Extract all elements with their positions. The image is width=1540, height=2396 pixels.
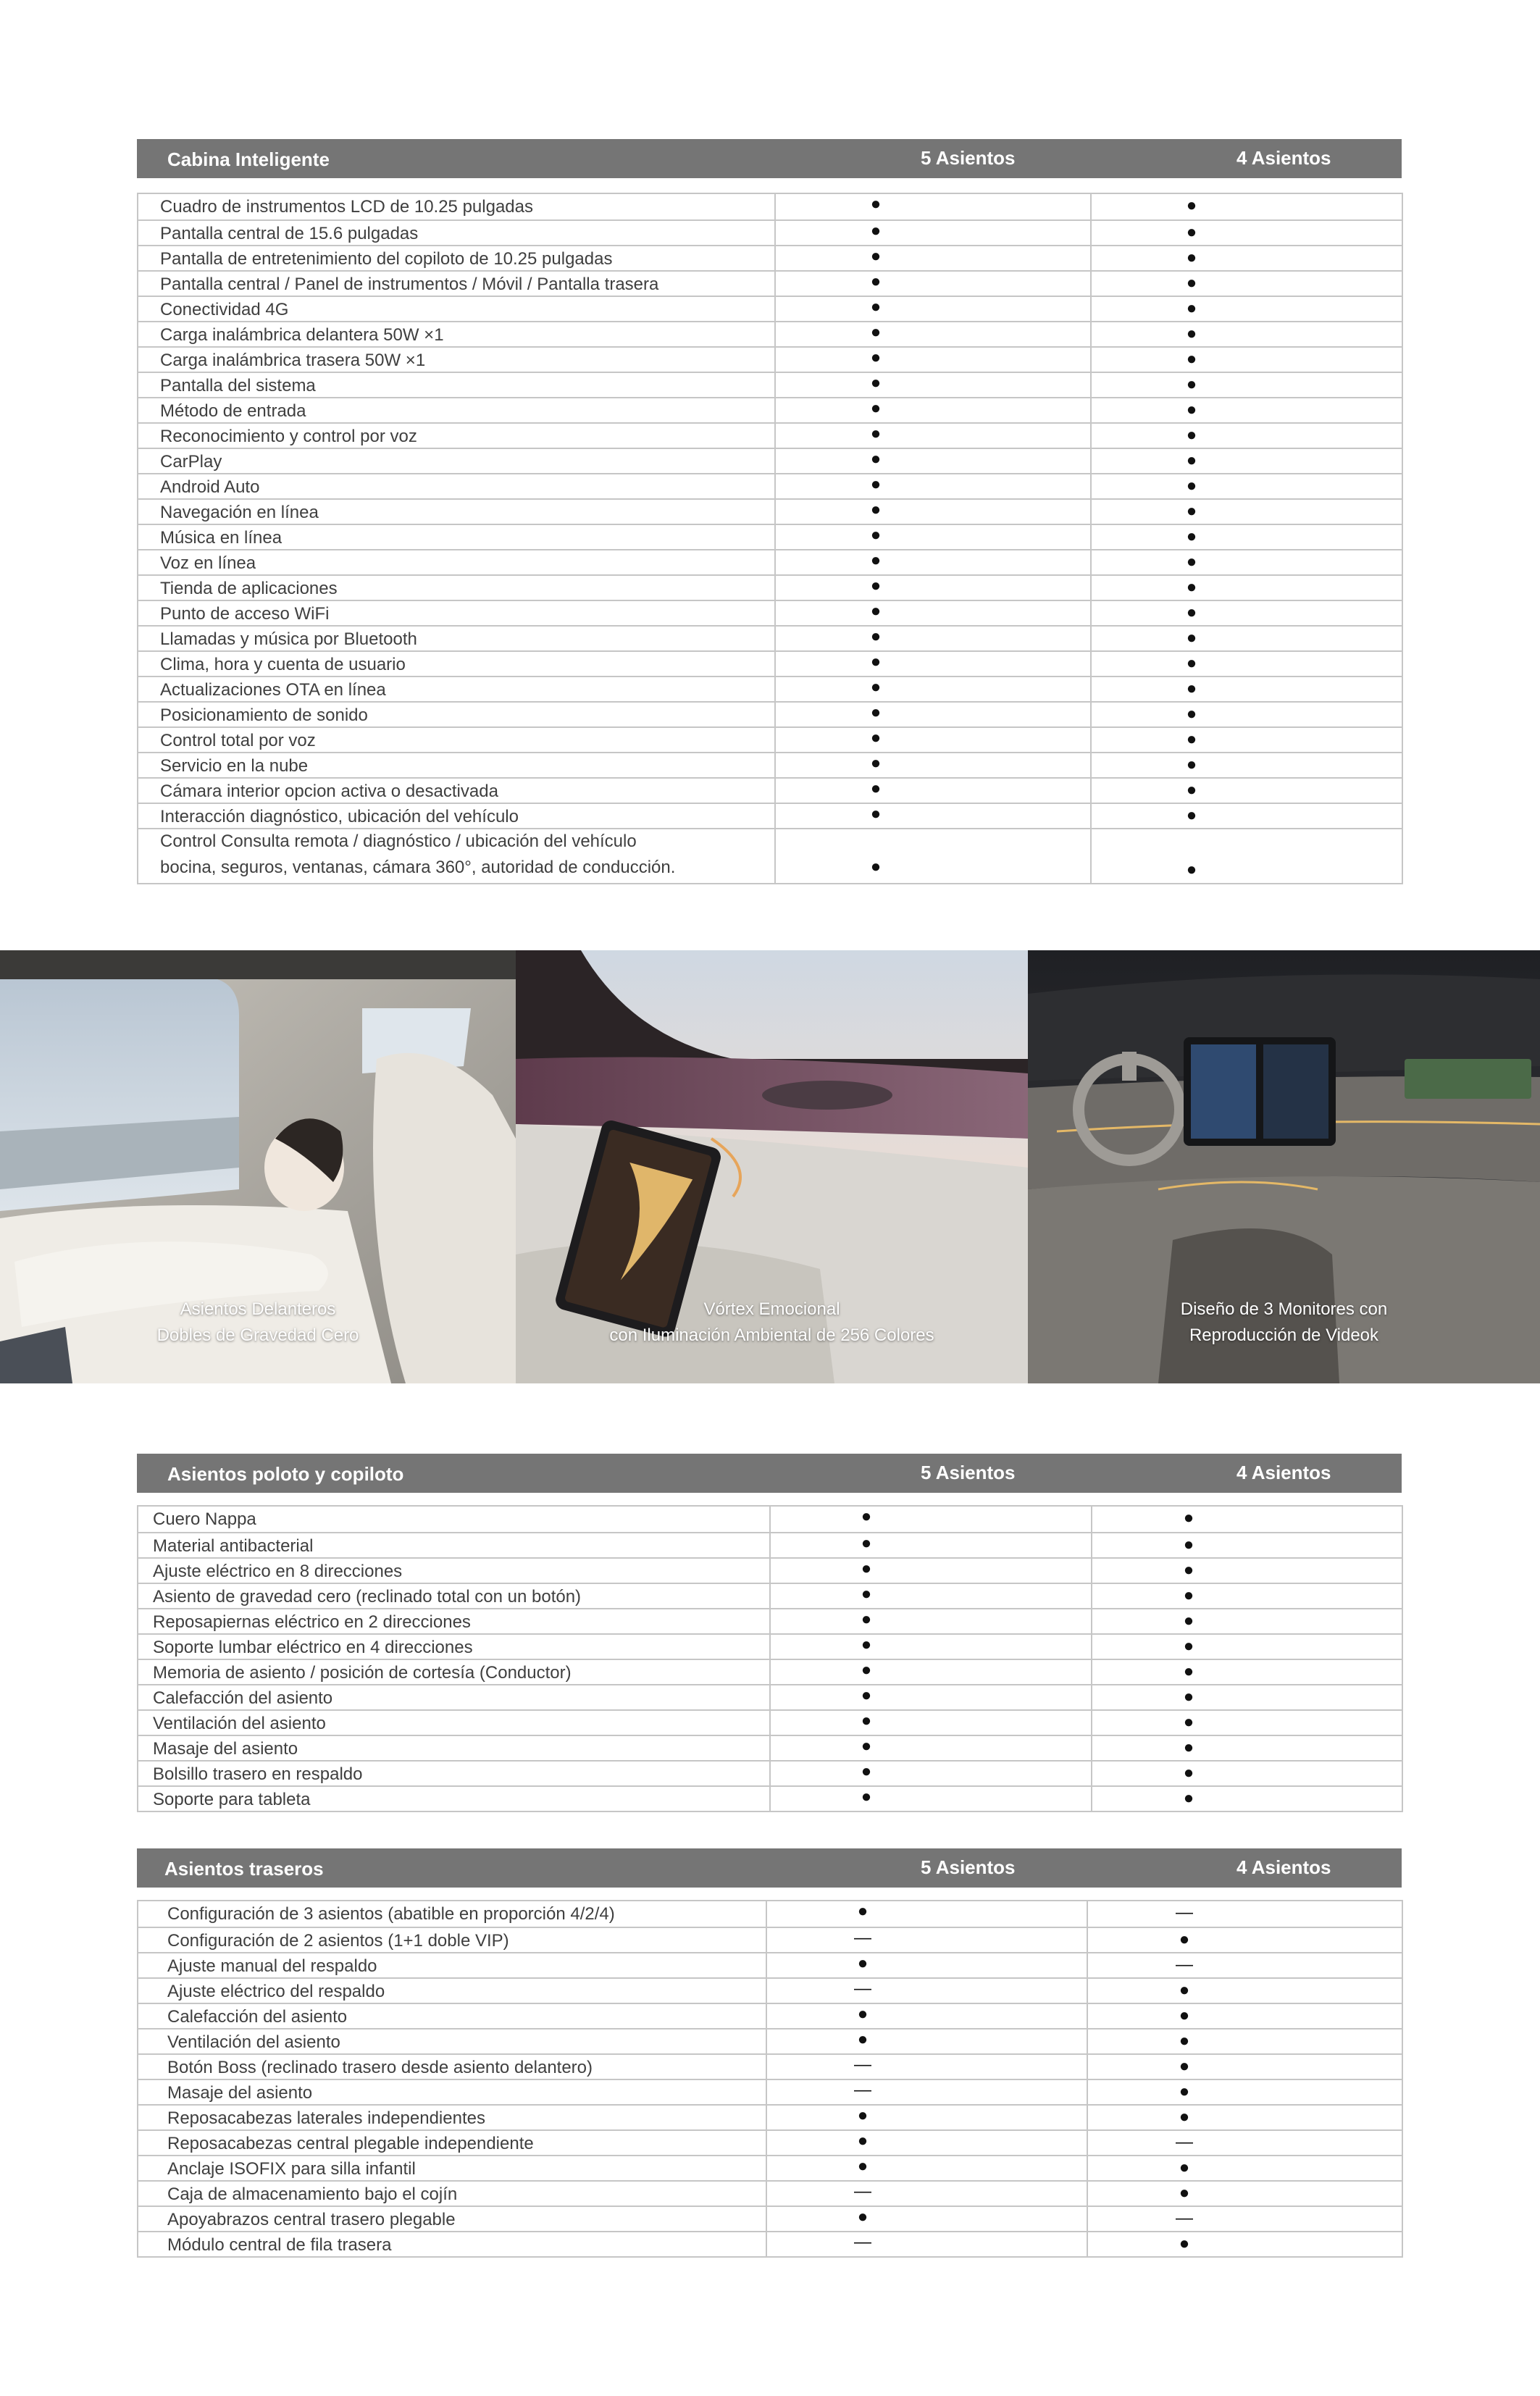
availability-5-asientos: ●: [857, 2106, 869, 2125]
feature-label: Masaje del asiento: [153, 1739, 298, 1759]
availability-4-asientos: ●: [1183, 1763, 1194, 1783]
table-row: [138, 270, 1402, 296]
availability-4-asientos: ●: [1186, 729, 1197, 749]
caption-line-2: con Iluminación Ambiental de 256 Colores: [609, 1325, 934, 1345]
feature-label: Cuadro de instrumentos LCD de 10.25 pulgadas: [160, 197, 533, 217]
traseros-header: [137, 1848, 1402, 1888]
availability-5-asientos: ●: [870, 474, 882, 494]
availability-4-asientos: ●: [1186, 298, 1197, 318]
feature-label: Punto de acceso WiFi: [160, 604, 330, 624]
table-row: [138, 296, 1402, 321]
feature-label: Voz en línea: [160, 553, 256, 573]
availability-5-asientos: ●: [870, 398, 882, 418]
table-row: [138, 2129, 1402, 2155]
availability-4-asientos: ●: [1186, 374, 1197, 394]
availability-4-asientos: ●: [1186, 653, 1197, 673]
availability-4-asientos: ●: [1186, 451, 1197, 470]
cabina-col-5-asientos: 5 Asientos: [921, 147, 1016, 169]
availability-4-asientos: ●: [1183, 1586, 1194, 1605]
table-row: [138, 245, 1402, 270]
availability-5-asientos: ●: [870, 322, 882, 342]
availability-4-asientos: ●: [1186, 349, 1197, 369]
piloto-header: [137, 1454, 1402, 1493]
availability-5-asientos: ●: [861, 1584, 872, 1604]
availability-4-asientos: —: [1176, 2208, 1193, 2228]
availability-5-asientos: ●: [870, 272, 882, 291]
availability-4-asientos: ●: [1186, 248, 1197, 267]
availability-5-asientos: ●: [870, 804, 882, 824]
column-divider: [1090, 194, 1092, 883]
availability-5-asientos: ●: [870, 601, 882, 621]
availability-5-asientos: ●: [861, 1685, 872, 1705]
availability-5-asientos: ●: [870, 525, 882, 545]
feature-label: Carga inalámbrica trasera 50W ×1: [160, 351, 426, 370]
feature-label: Clima, hora y cuenta de usuario: [160, 655, 406, 674]
feature-label: Pantalla del sistema: [160, 376, 316, 395]
feature-label: Control total por voz: [160, 731, 316, 750]
availability-5-asientos: ●: [870, 753, 882, 773]
table-row: [138, 701, 1402, 726]
availability-4-asientos: ●: [1179, 2234, 1190, 2253]
availability-5-asientos: —: [854, 1928, 871, 1948]
availability-4-asientos: ●: [1183, 1788, 1194, 1808]
caption-line-1: Diseño de 3 Monitores con: [1180, 1299, 1388, 1319]
table-row: [138, 346, 1402, 372]
availability-4-asientos: ●: [1186, 324, 1197, 343]
feature-label: Reposacabezas laterales independientes: [167, 2108, 485, 2128]
table-row: [138, 2180, 1402, 2206]
availability-4-asientos: ●: [1183, 1687, 1194, 1706]
availability-5-asientos: ●: [870, 221, 882, 240]
availability-4-asientos: ●: [1186, 552, 1197, 571]
table-row: [138, 2028, 1402, 2053]
piloto-col-5-asientos: 5 Asientos: [921, 1462, 1016, 1483]
column-divider: [1087, 1901, 1088, 2256]
availability-4-asientos: ●: [1186, 704, 1197, 724]
availability-4-asientos: ●: [1183, 1712, 1194, 1732]
table-row-multiline: [138, 828, 1402, 883]
feature-label: Cuero Nappa: [153, 1509, 256, 1529]
availability-4-asientos: ●: [1186, 527, 1197, 546]
feature-label: Masaje del asiento: [167, 2083, 313, 2103]
feature-label: CarPlay: [160, 452, 222, 472]
availability-5-asientos: ●: [870, 194, 882, 214]
availability-4-asientos: ●: [1179, 2082, 1190, 2101]
availability-4-asientos: ●: [1179, 2056, 1190, 2076]
cabina-col-4-asientos: 4 Asientos: [1236, 147, 1331, 169]
availability-4-asientos: ●: [1183, 1535, 1194, 1554]
piloto-col-4-asientos: 4 Asientos: [1236, 1462, 1331, 1483]
feature-label: Ventilación del asiento: [153, 1714, 326, 1733]
availability-5-asientos: ●: [861, 1736, 872, 1756]
caption-line-2: Dobles de Gravedad Cero: [156, 1325, 359, 1345]
table-row: [138, 1952, 1402, 1977]
availability-5-asientos: ●: [870, 297, 882, 317]
table-row: [138, 726, 1402, 752]
table-row: [138, 574, 1402, 600]
caption-line-1: Vórtex Emocional: [703, 1299, 840, 1319]
feature-label: Servicio en la nube: [160, 756, 309, 776]
caption-line-2: Reproducción de Videok: [1189, 1325, 1379, 1345]
availability-4-asientos: ●: [1186, 860, 1197, 879]
feature-label: Reposacabezas central plegable independiente: [167, 2134, 534, 2153]
feature-label: Asiento de gravedad cero (reclinado total con un botón): [153, 1587, 582, 1607]
traseros-title: Asientos traseros: [164, 1858, 324, 1880]
feature-label: Ventilación del asiento: [167, 2032, 340, 2052]
feature-label: Tienda de aplicaciones: [160, 579, 338, 598]
feature-label: Material antibacterial: [153, 1536, 314, 1556]
availability-5-asientos: ●: [861, 1609, 872, 1629]
table-row: [138, 549, 1402, 574]
availability-5-asientos: —: [854, 2080, 871, 2100]
caption-monitors: [1028, 1297, 1540, 1349]
table-row: [138, 2155, 1402, 2180]
availability-4-asientos: —: [1176, 1955, 1193, 1974]
availability-4-asientos: ●: [1183, 1738, 1194, 1757]
table-row: [138, 372, 1402, 397]
feature-label: Módulo central de fila trasera: [167, 2235, 392, 2255]
availability-5-asientos: ●: [870, 728, 882, 747]
availability-4-asientos: ●: [1179, 2158, 1190, 2177]
availability-4-asientos: ●: [1183, 1662, 1194, 1681]
availability-5-asientos: —: [854, 2182, 871, 2201]
availability-5-asientos: ●: [861, 1507, 872, 1526]
table-row: [138, 422, 1402, 448]
feature-label: Ajuste eléctrico en 8 direcciones: [153, 1562, 403, 1581]
feature-label: Configuración de 2 asientos (1+1 doble VIP): [167, 1931, 509, 1951]
availability-4-asientos: ●: [1186, 476, 1197, 495]
feature-label: Configuración de 3 asientos (abatible en proporción 4/2/4): [167, 1904, 615, 1924]
availability-5-asientos: ●: [870, 576, 882, 595]
availability-4-asientos: ●: [1179, 2107, 1190, 2127]
availability-4-asientos: ●: [1179, 1930, 1190, 1949]
table-row: [138, 2053, 1402, 2079]
feature-label: Reconocimiento y control por voz: [160, 427, 417, 446]
feature-label: Bolsillo trasero en respaldo: [153, 1764, 363, 1784]
feature-label: Ajuste eléctrico del respaldo: [167, 1982, 385, 2001]
table-row: [138, 803, 1402, 828]
feature-label-line-2: bocina, seguros, ventanas, cámara 360°, autoridad de conducción.: [160, 858, 676, 877]
table-row: [138, 397, 1402, 422]
table-row: [138, 321, 1402, 346]
feature-label: Interacción diagnóstico, ubicación del vehículo: [160, 807, 519, 826]
availability-5-asientos: ●: [870, 246, 882, 266]
availability-4-asientos: ●: [1186, 780, 1197, 800]
table-row: [138, 676, 1402, 701]
traseros-col-5-asientos: 5 Asientos: [921, 1856, 1016, 1878]
availability-4-asientos: ●: [1186, 603, 1197, 622]
availability-5-asientos: ●: [857, 1953, 869, 1973]
feature-label: Cámara interior opcion activa o desactivada: [160, 782, 498, 801]
availability-5-asientos: ●: [870, 424, 882, 443]
availability-4-asientos: ●: [1186, 679, 1197, 698]
table-row: [138, 498, 1402, 524]
table-row: [138, 2079, 1402, 2104]
availability-5-asientos: ●: [861, 1660, 872, 1680]
table-row: [138, 473, 1402, 498]
table-row: [138, 219, 1402, 245]
availability-5-asientos: ●: [857, 2030, 869, 2049]
availability-4-asientos: ●: [1186, 222, 1197, 242]
availability-5-asientos: ●: [861, 1559, 872, 1578]
feature-label: Android Auto: [160, 477, 260, 497]
cabina-header: [137, 139, 1402, 178]
availability-5-asientos: ●: [857, 2004, 869, 2024]
availability-4-asientos: ●: [1183, 1636, 1194, 1656]
feature-label: Reposapiernas eléctrico en 2 direcciones: [153, 1612, 471, 1632]
availability-5-asientos: ●: [870, 627, 882, 646]
piloto-table: [137, 1505, 1403, 1812]
availability-4-asientos: ●: [1179, 2031, 1190, 2051]
table-row: [138, 2206, 1402, 2231]
availability-5-asientos: ●: [870, 500, 882, 519]
feature-label: Música en línea: [160, 528, 283, 548]
feature-label: Caja de almacenamiento bajo el cojín: [167, 2185, 458, 2204]
availability-5-asientos: ●: [870, 677, 882, 697]
table-row: [138, 625, 1402, 650]
table-row: [138, 650, 1402, 676]
piloto-title: Asientos poloto y copiloto: [167, 1463, 404, 1485]
table-row: [138, 1977, 1402, 2003]
feature-label: Pantalla de entretenimiento del copiloto de 10.25 pulgadas: [160, 249, 613, 269]
availability-4-asientos: ●: [1179, 2006, 1190, 2025]
availability-5-asientos: ●: [870, 703, 882, 722]
availability-5-asientos: ●: [857, 1901, 869, 1921]
table-row: [138, 1901, 1402, 1927]
feature-label: Conectividad 4G: [160, 300, 289, 319]
availability-4-asientos: ●: [1186, 501, 1197, 521]
availability-5-asientos: ●: [861, 1762, 872, 1781]
feature-label: Pantalla central de 15.6 pulgadas: [160, 224, 419, 243]
table-row: [138, 524, 1402, 549]
caption-zero-gravity: [0, 1297, 516, 1349]
availability-4-asientos: ●: [1186, 273, 1197, 293]
availability-5-asientos: ●: [857, 2207, 869, 2227]
availability-5-asientos: ●: [870, 373, 882, 393]
availability-5-asientos: ●: [857, 2156, 869, 2176]
photo-emotional-vortex: [516, 950, 1028, 1383]
availability-4-asientos: ●: [1186, 400, 1197, 419]
feature-label: Calefacción del asiento: [153, 1688, 333, 1708]
table-row: [138, 2231, 1402, 2256]
availability-4-asientos: ●: [1183, 1611, 1194, 1630]
traseros-col-4-asientos: 4 Asientos: [1236, 1856, 1331, 1878]
feature-label: Llamadas y música por Bluetooth: [160, 629, 417, 649]
availability-5-asientos: ●: [861, 1533, 872, 1553]
column-divider: [1091, 1507, 1092, 1811]
availability-5-asientos: ●: [861, 1711, 872, 1730]
cabina-table: [137, 193, 1403, 884]
availability-5-asientos: ●: [861, 1787, 872, 1806]
caption-line-1: Asientos Delanteros: [180, 1299, 336, 1319]
photo-strip: [0, 950, 1540, 1383]
availability-4-asientos: ●: [1183, 1560, 1194, 1580]
table-row: [138, 752, 1402, 777]
table-row: [138, 777, 1402, 803]
cabina-title: Cabina Inteligente: [167, 148, 330, 170]
availability-4-asientos: ●: [1183, 1508, 1194, 1528]
table-row: [138, 1927, 1402, 1952]
feature-label: Soporte lumbar eléctrico en 4 direcciones: [153, 1638, 473, 1657]
table-row: [138, 194, 1402, 219]
availability-5-asientos: —: [854, 1979, 871, 1998]
table-row: [138, 2003, 1402, 2028]
feature-label: Posicionamiento de sonido: [160, 705, 368, 725]
availability-5-asientos: ●: [870, 779, 882, 798]
feature-label: Calefacción del asiento: [167, 2007, 348, 2027]
availability-5-asientos: ●: [870, 550, 882, 570]
feature-label: Pantalla central / Panel de instrumentos / Móvil / Pantalla trasera: [160, 275, 659, 294]
availability-5-asientos: —: [854, 2232, 871, 2252]
feature-label: Soporte para tableta: [153, 1790, 311, 1809]
feature-label: Ajuste manual del respaldo: [167, 1956, 377, 1976]
table-row: [138, 2104, 1402, 2129]
availability-4-asientos: ●: [1186, 628, 1197, 648]
availability-5-asientos: ●: [870, 348, 882, 367]
availability-4-asientos: ●: [1179, 2183, 1190, 2203]
availability-5-asientos: —: [854, 2055, 871, 2074]
column-divider: [774, 194, 776, 883]
availability-5-asientos: ●: [870, 857, 882, 876]
caption-vortex: [516, 1297, 1028, 1349]
feature-label: Apoyabrazos central trasero plegable: [167, 2210, 456, 2229]
table-row: [138, 600, 1402, 625]
availability-4-asientos: —: [1176, 2132, 1193, 2152]
feature-label: Carga inalámbrica delantera 50W ×1: [160, 325, 444, 345]
availability-5-asientos: ●: [857, 2131, 869, 2150]
availability-4-asientos: ●: [1179, 1980, 1190, 2000]
column-divider: [766, 1901, 767, 2256]
traseros-table: [137, 1900, 1403, 2258]
feature-label: Memoria de asiento / posición de cortesía (Conductor): [153, 1663, 572, 1683]
availability-4-asientos: —: [1176, 1903, 1193, 1922]
column-divider: [769, 1507, 771, 1811]
photo-three-monitors: [1028, 950, 1540, 1383]
availability-4-asientos: ●: [1186, 425, 1197, 445]
availability-5-asientos: ●: [861, 1635, 872, 1654]
feature-label: Actualizaciones OTA en línea: [160, 680, 386, 700]
availability-4-asientos: ●: [1186, 577, 1197, 597]
availability-4-asientos: ●: [1186, 196, 1197, 215]
table-row: [138, 448, 1402, 473]
availability-5-asientos: ●: [870, 652, 882, 671]
feature-label: Navegación en línea: [160, 503, 319, 522]
feature-label: Método de entrada: [160, 401, 306, 421]
availability-4-asientos: ●: [1186, 805, 1197, 825]
availability-4-asientos: ●: [1186, 755, 1197, 774]
photo-zero-gravity-seats: [0, 950, 516, 1383]
feature-label: Anclaje ISOFIX para silla infantil: [167, 2159, 416, 2179]
feature-label: Botón Boss (reclinado trasero desde asiento delantero): [167, 2058, 593, 2077]
feature-label: [160, 829, 675, 881]
feature-label-line-1: Control Consulta remota / diagnóstico / ubicación del vehículo: [160, 832, 637, 851]
availability-5-asientos: ●: [870, 449, 882, 469]
